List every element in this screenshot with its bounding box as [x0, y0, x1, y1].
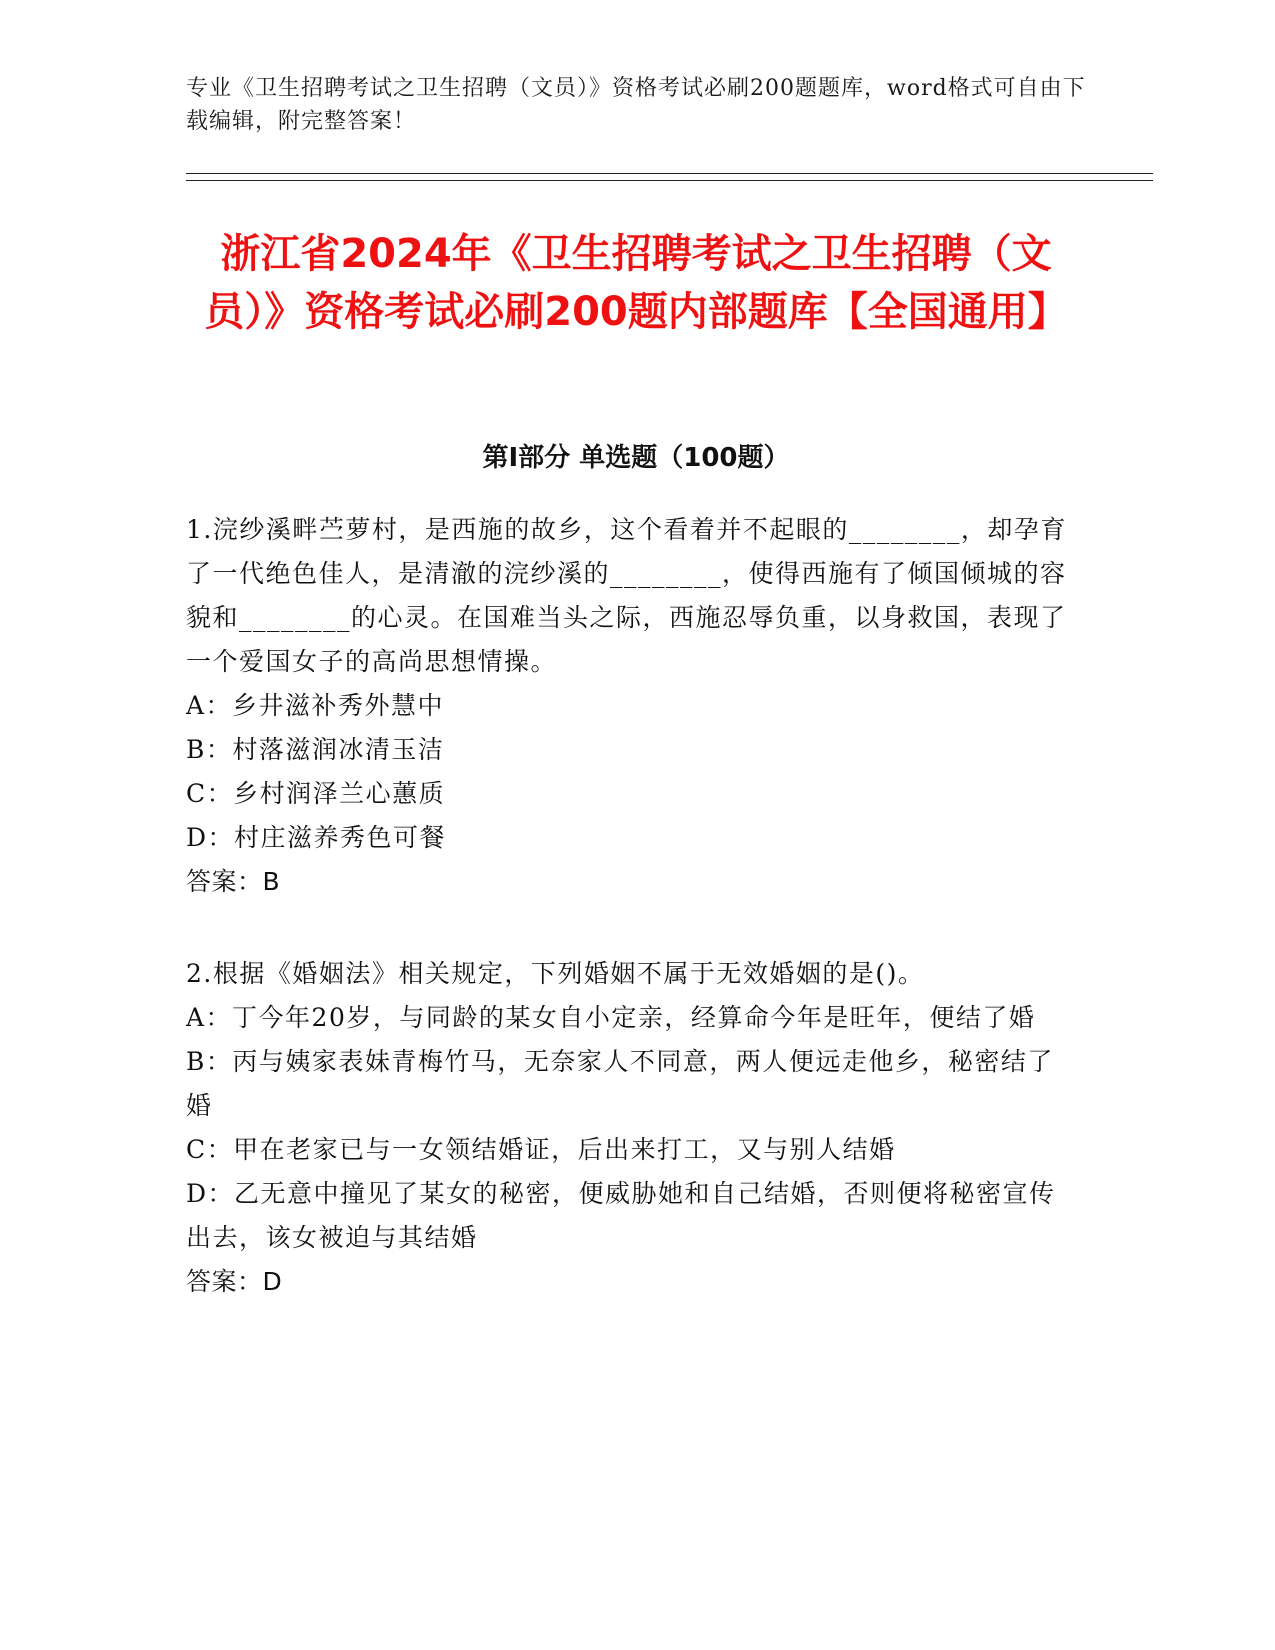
option-a: A：乡井滋补秀外慧中: [186, 691, 445, 720]
question-stem: 2.根据《婚姻法》相关规定，下列婚姻不属于无效婚姻的是()。: [186, 959, 925, 988]
question-2: [186, 952, 1076, 1304]
answer: 答案：D: [186, 1267, 283, 1296]
option-c: C：甲在老家已与一女领结婚证，后出来打工，又与别人结婚: [186, 1135, 896, 1164]
question-stem: 1.浣纱溪畔苎萝村，是西施的故乡，这个看着并不起眼的________，却孕育了一代绝色佳人，是清澈的浣纱溪的________，使得西施有了倾国倾城的容貌和________的心灵。在国难当头之际，西施忍辱负重，以身救国，表现了一个爱国女子的高尚思想情操。: [186, 515, 1067, 676]
option-d: D：村庄滋养秀色可餐: [186, 823, 447, 852]
option-d: D：乙无意中撞见了某女的秘密，便威胁她和自己结婚，否则便将秘密宣传出去，该女被迫与其结婚: [186, 1179, 1056, 1252]
question-1: [186, 508, 1076, 904]
header-rule-bottom: [186, 180, 1153, 181]
header-rule-top: [186, 173, 1153, 174]
answer: 答案：B: [186, 867, 281, 896]
document-title: 浙江省2024年《卫生招聘考试之卫生招聘（文员）》资格考试必刷200题内部题库【全国通用】: [204, 231, 1068, 335]
header-note: 专业《卫生招聘考试之卫生招聘（文员）》资格考试必刷200题题库，word格式可自由下载编辑，附完整答案！: [186, 76, 1086, 134]
option-c: C：乡村润泽兰心蕙质: [186, 779, 446, 808]
option-b: B：丙与姨家表妹青梅竹马，无奈家人不同意，两人便远走他乡，秘密结了婚: [186, 1047, 1054, 1120]
option-a: A：丁今年20岁，与同龄的某女自小定亲，经算命今年是旺年，便结了婚: [186, 1003, 1036, 1032]
section-title: 第I部分 单选题（100题）: [482, 443, 790, 473]
option-b: B：村落滋润冰清玉洁: [186, 735, 445, 764]
